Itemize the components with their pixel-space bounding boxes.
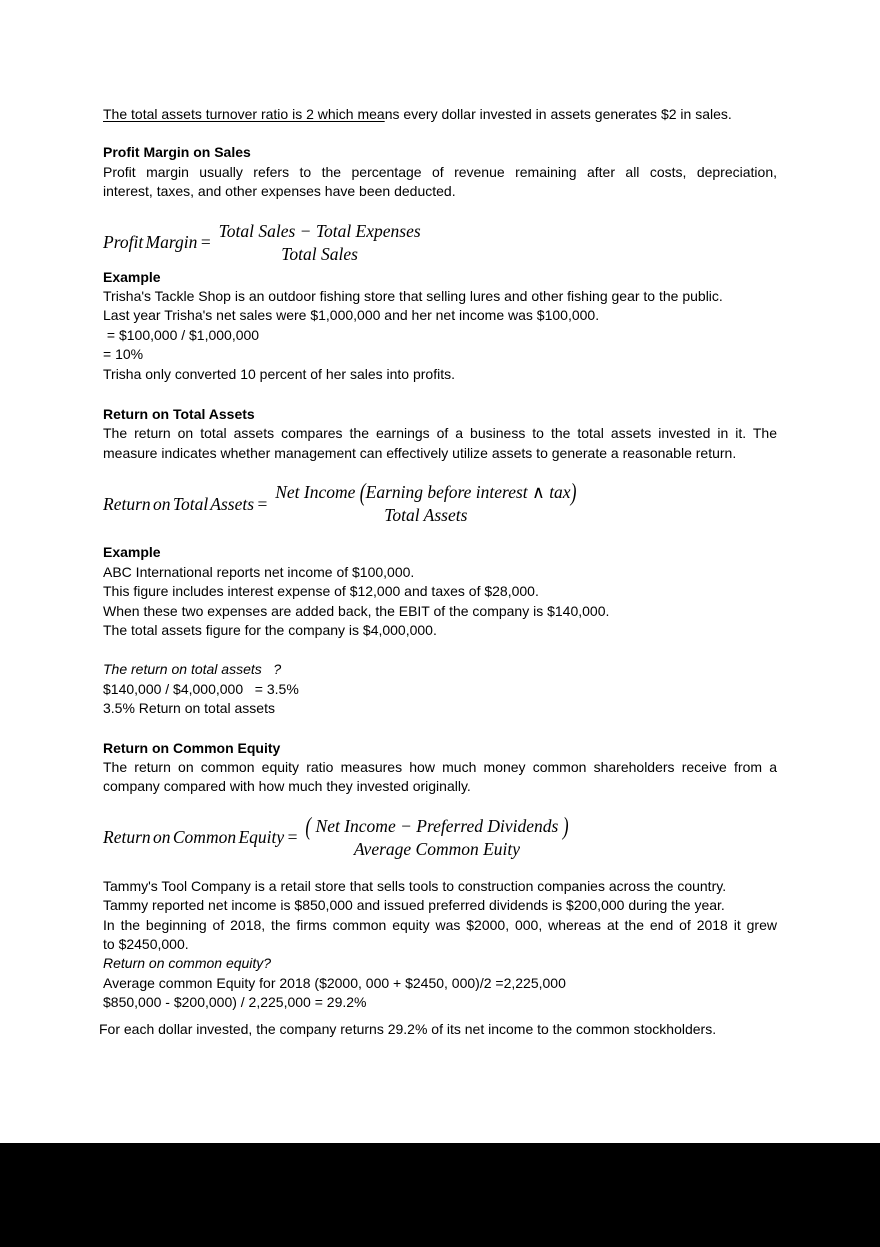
paragraph-line: Profit margin usually refers to the percentage of revenue remaining after all costs, depreciation, <box>103 163 777 180</box>
paragraph-line: measure indicates whether management can effectively utilize assets to generate a reasonable return. <box>103 444 737 461</box>
calc-line: 3.5% Return on total assets <box>103 700 275 717</box>
example-line: = 10% <box>103 346 144 363</box>
example-line: Last year Trisha's net sales were $1,000,000 and her net income was $100,000. <box>103 307 600 324</box>
example-line: This figure includes interest expense of $12,000 and taxes of $28,000. <box>103 583 539 600</box>
section-heading-return-on-equity: Return on Common Equity <box>103 739 281 756</box>
close-paren: ) <box>562 811 569 841</box>
formula-lhs: Return on Total Assets = <box>103 493 269 514</box>
formula-profit-margin <box>103 220 777 266</box>
paragraph-line: interest, taxes, and other expenses have been deducted. <box>103 183 456 200</box>
formula-denominator: Average Common Euity <box>353 838 521 859</box>
calc-line: $140,000 / $4,000,000 = 3.5% <box>103 680 299 697</box>
example-line: Tammy's Tool Company is a retail store that sells tools to construction companies across the country. <box>103 877 727 894</box>
intro-underlined-text: The total assets turnover ratio is 2 which mea <box>103 106 385 122</box>
formula-fraction <box>303 811 570 861</box>
formula-numerator: Total Sales − Total Expenses <box>218 220 421 241</box>
formula-fraction <box>273 477 578 527</box>
formula-denominator: Total Assets <box>384 505 468 526</box>
close-paren: ) <box>570 477 577 507</box>
open-paren: ( <box>359 477 366 507</box>
example-line: ABC International reports net income of $100,000. <box>103 563 415 580</box>
section-heading-profit-margin: Profit Margin on Sales <box>103 144 251 161</box>
bottom-black-bar <box>0 1143 880 1247</box>
paragraph-line: company compared with how much they invested originally. <box>103 778 471 795</box>
formula-numerator: Net Income (Earning before interest ∧ tax) <box>273 481 578 504</box>
calc-line: Average common Equity for 2018 ($2000, 000 + $2450, 000)/2 =2,225,000 <box>103 974 566 991</box>
formula-lhs: Return on Common Equity = <box>103 827 299 848</box>
example-heading: Example <box>103 544 161 561</box>
formula-denominator: Total Sales <box>281 243 358 264</box>
example-line: = $100,000 / $1,000,000 <box>103 326 260 343</box>
formula-return-on-equity <box>103 811 777 861</box>
intro-rest-text: ns every dollar invested in assets generates $2 in sales. <box>384 106 732 122</box>
document-page <box>99 105 777 1039</box>
example-line: to $2450,000. <box>103 935 189 952</box>
paragraph-line: The return on common equity ratio measures how much money common shareholders receive from a <box>103 758 777 775</box>
example-line: The total assets figure for the company is $4,000,000. <box>103 621 437 638</box>
example-line: Tammy reported net income is $850,000 and issued preferred dividends is $200,000 during the year. <box>103 897 725 914</box>
question-line: The return on total assets ? <box>103 661 282 678</box>
calc-line: $850,000 - $200,000) / 2,225,000 = 29.2% <box>103 994 367 1011</box>
open-paren: ( <box>305 811 312 841</box>
section-heading-return-on-assets: Return on Total Assets <box>103 406 255 423</box>
formula-lhs: Profit Margin = <box>103 231 212 252</box>
question-line: Return on common equity? <box>103 955 272 972</box>
intro-line <box>103 105 777 124</box>
example-line: Trisha's Tackle Shop is an outdoor fishing store that selling lures and other fishing gear to the public. <box>103 288 723 305</box>
example-heading: Example <box>103 268 161 285</box>
paragraph-line: The return on total assets compares the earnings of a business to the total assets invested in it. The <box>103 425 777 442</box>
example-line: When these two expenses are added back, the EBIT of the company is $140,000. <box>103 602 610 619</box>
example-line: Trisha only converted 10 percent of her sales into profits. <box>103 365 455 382</box>
example-line: In the beginning of 2018, the firms common equity was $2000, 000, whereas at the end of 2018 it grew <box>103 916 777 933</box>
conclusion-line: For each dollar invested, the company returns 29.2% of its net income to the common stockholders. <box>99 1020 717 1037</box>
formula-fraction <box>217 220 423 266</box>
formula-return-on-assets <box>103 477 777 527</box>
formula-numerator: ( Net Income − Preferred Dividends ) <box>303 815 570 838</box>
